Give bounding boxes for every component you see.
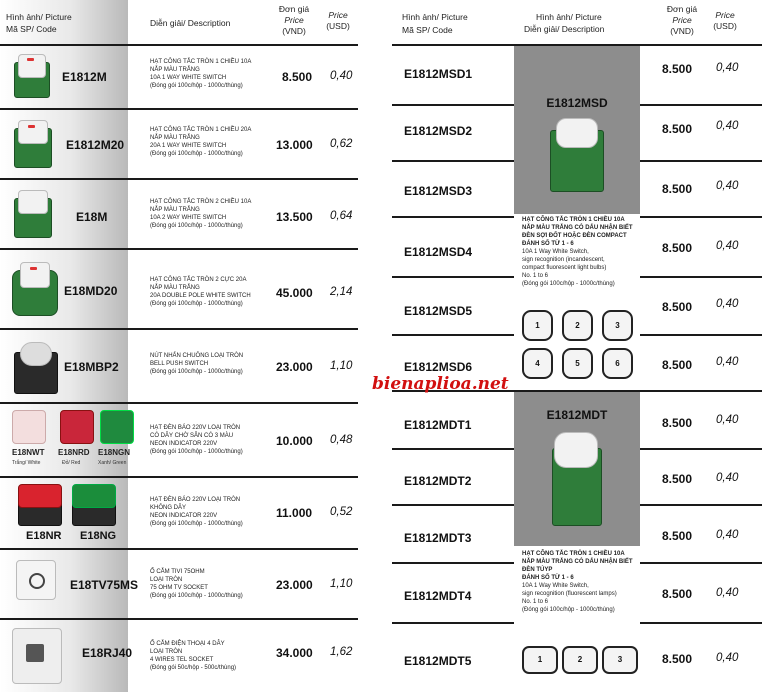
product-code: E1812MDT2 bbox=[404, 474, 472, 488]
neon-green-code: E18NGN bbox=[98, 448, 131, 457]
neon-green-round-code: E18NG bbox=[80, 530, 117, 542]
price-vnd: 13.000 bbox=[276, 138, 313, 152]
product-code: E18MBP2 bbox=[64, 360, 119, 374]
neon-red-code: E18NRD bbox=[58, 448, 90, 457]
price-vnd: 34.000 bbox=[276, 646, 313, 660]
divider bbox=[640, 216, 762, 218]
product-code: E1812M20 bbox=[66, 138, 125, 152]
price-usd: 0,40 bbox=[716, 587, 739, 599]
dial-1: 1 bbox=[522, 310, 553, 341]
price-vnd: 23.000 bbox=[276, 360, 313, 374]
price-vnd: 45.000 bbox=[276, 286, 313, 300]
product-description: NÚT NHẤN CHUÔNG LOẠI TRÒN BELL PUSH SWITCH (Đóng gói 100c/hộp - 1000c/thùng) bbox=[150, 353, 244, 375]
product-code: E1812MSD1 bbox=[404, 67, 473, 81]
neon-green-color: Xanh/ Green bbox=[98, 460, 127, 466]
price-vnd: 11.000 bbox=[276, 506, 313, 520]
msd-description: HẠT CÔNG TẮC TRÒN 1 CHIỀU 10A NẮP MÀU TRẮNG CÓ DẤU NHẬN BIẾT ĐÈN SỢI ĐỐT HOẶC ĐÈN COMPACT ĐÁNH SỐ TỪ 1 - 6 10A 1 Way White Switch, sign recognition (incandescent, compact fluorescent light bulbs) No. 1 to 6 (Đóng gói 100c/hộp - 1000c/thùng) bbox=[522, 217, 633, 287]
product-code: E1812MSD2 bbox=[404, 124, 473, 138]
price-vnd: 8.500 bbox=[662, 122, 693, 136]
table-row bbox=[0, 620, 358, 692]
header-description: Diễn giải/ Description bbox=[524, 24, 605, 34]
price-usd: 0,40 bbox=[716, 298, 739, 310]
neon-white-code: E18NWT bbox=[12, 448, 45, 457]
product-description: HẠT CÔNG TẮC TRÒN 1 CHIỀU 10A NẮP MÀU TRẮNG 10A 1 WAY WHITE SWITCH (Đóng gói 100c/hộp - 1000c/thùng) bbox=[150, 59, 252, 89]
dial-tube-3: 3 bbox=[602, 646, 638, 674]
divider bbox=[392, 160, 514, 162]
dial-6: 6 bbox=[602, 348, 633, 379]
divider bbox=[640, 562, 762, 564]
dial-tube-2: 2 bbox=[562, 646, 598, 674]
price-vnd: 8.500 bbox=[662, 358, 693, 372]
price-usd: 0,40 bbox=[716, 652, 739, 664]
price-vnd: 8.500 bbox=[662, 652, 693, 666]
table-row bbox=[0, 478, 358, 550]
product-code: E1812MDT5 bbox=[404, 654, 472, 668]
msd-block-label: E1812MSD bbox=[546, 96, 608, 110]
price-vnd: 8.500 bbox=[662, 182, 693, 196]
neon-green-round-image bbox=[70, 482, 118, 526]
divider bbox=[640, 448, 762, 450]
product-code: E1812MSD5 bbox=[404, 304, 473, 318]
neon-white-color: Trắng/ White bbox=[12, 460, 41, 466]
divider bbox=[640, 334, 762, 336]
neon-white-image bbox=[12, 410, 46, 444]
product-description: HẠT CÔNG TẮC TRÒN 1 CHIỀU 20A NẮP MÀU TRẮNG 20A 1 WAY WHITE SWITCH (Đóng gói 100c/hộp - 1000c/thùng) bbox=[150, 127, 252, 157]
header-picture-2: Hình ảnh/ Picture bbox=[536, 12, 602, 22]
tv-socket-image bbox=[16, 560, 56, 600]
header-description: Diễn giải/ Description bbox=[150, 18, 231, 28]
product-code: E18M bbox=[76, 210, 108, 224]
divider bbox=[392, 216, 514, 218]
product-description: HẠT ĐÈN BÁO 220V LOẠI TRÒN KHÔNG DÂY NEON INDICATOR 220V (Đóng gói 100c/hộp - 1000c/thùng) bbox=[150, 497, 243, 527]
price-vnd: 8.500 bbox=[662, 62, 693, 76]
product-code: E1812MDT4 bbox=[404, 589, 472, 603]
product-description: Ổ CẮM ĐIỆN THOẠI 4 DÂY LOẠI TRÒN 4 WIRES TEL SOCKET (Đóng gói 50c/hộp - 500c/thùng) bbox=[150, 641, 237, 671]
msd-switch-image bbox=[548, 114, 606, 194]
header-price-vnd: Đơn giá Price (VND) bbox=[666, 4, 698, 36]
product-code: E18TV75MS bbox=[70, 578, 139, 592]
product-code: E18MD20 bbox=[64, 284, 118, 298]
table-row bbox=[0, 330, 358, 404]
table-row bbox=[0, 180, 358, 250]
price-usd: 0,40 bbox=[716, 240, 739, 252]
price-vnd: 13.500 bbox=[276, 210, 313, 224]
left-price-table bbox=[0, 0, 358, 692]
price-vnd: 8.500 bbox=[662, 416, 693, 430]
price-usd: 1,10 bbox=[330, 578, 353, 590]
price-usd: 1,10 bbox=[330, 360, 353, 372]
product-code: E1812MSD6 bbox=[404, 360, 473, 374]
divider bbox=[640, 504, 762, 506]
switch-image bbox=[12, 52, 50, 98]
divider bbox=[640, 104, 762, 106]
dial-tube-1: 1 bbox=[522, 646, 558, 674]
switch-image bbox=[10, 258, 60, 318]
dial-4: 4 bbox=[522, 348, 553, 379]
header-price-vnd: Đơn giá Price (VND) bbox=[278, 4, 310, 36]
product-code: E18RJ40 bbox=[82, 646, 133, 660]
neon-red-round-code: E18NR bbox=[26, 530, 62, 542]
price-usd: 2,14 bbox=[330, 286, 353, 298]
header-code: Mã SP/ Code bbox=[402, 25, 453, 35]
price-usd: 0,40 bbox=[716, 414, 739, 426]
price-usd: 0,40 bbox=[716, 62, 739, 74]
tel-socket-image bbox=[12, 628, 62, 684]
table-row bbox=[0, 404, 358, 478]
switch-image bbox=[12, 188, 52, 238]
header-picture: Hình ảnh/ Picture bbox=[6, 12, 72, 22]
switch-image bbox=[12, 118, 52, 168]
header-code: Mã SP/ Code bbox=[6, 24, 57, 34]
price-usd: 0,40 bbox=[716, 472, 739, 484]
mdt-description: HẠT CÔNG TẮC TRÒN 1 CHIỀU 10A NẮP MÀU TRẮNG CÓ DẤU NHẬN BIẾT ĐÈN TÚYP ĐÁNH SỐ TỪ 1 - 6 10A 1 Way White Switch, sign recognition (fluorescent lamps) No. 1 to 6 (Đóng gói 100c/hộp - 1000c/thùng) bbox=[522, 551, 633, 613]
header-picture: Hình ảnh/ Picture bbox=[402, 12, 468, 22]
divider bbox=[392, 448, 514, 450]
divider bbox=[392, 504, 514, 506]
price-vnd: 8.500 bbox=[662, 587, 693, 601]
divider bbox=[640, 276, 762, 278]
price-vnd: 10.000 bbox=[276, 434, 313, 448]
divider bbox=[392, 276, 514, 278]
product-code: E1812MSD4 bbox=[404, 245, 473, 259]
price-usd: 0,40 bbox=[716, 529, 739, 541]
price-usd: 0,40 bbox=[716, 180, 739, 192]
divider bbox=[640, 160, 762, 162]
product-description: HẠT ĐÈN BÁO 220V LOẠI TRÒN CÓ DÂY CHỜ SẴN CÓ 3 MÀU NEON INDICATOR 220V (Đóng gói 100c/hộp - 1000c/thùng) bbox=[150, 425, 243, 455]
product-description: HẠT CÔNG TẮC TRÒN 2 CỰC 20A NẮP MÀU TRẮNG 20A DOUBLE POLE WHITE SWITCH (Đóng gói 100c/hộp - 1000c/thùng) bbox=[150, 277, 251, 307]
divider bbox=[392, 104, 514, 106]
price-usd: 0,62 bbox=[330, 138, 353, 150]
dial-5: 5 bbox=[562, 348, 593, 379]
divider bbox=[392, 622, 514, 624]
price-usd: 0,48 bbox=[330, 434, 353, 446]
price-vnd: 8.500 bbox=[662, 300, 693, 314]
price-vnd: 8.500 bbox=[662, 241, 693, 255]
mdt-block-label: E1812MDT bbox=[546, 408, 608, 422]
bell-push-image bbox=[12, 338, 58, 394]
dial-2: 2 bbox=[562, 310, 593, 341]
product-description: Ổ CẮM TIVI 75OHM LOẠI TRÒN 75 OHM TV SOCKET (Đóng gói 100c/hộp - 1000c/thùng) bbox=[150, 569, 243, 599]
divider bbox=[640, 622, 762, 624]
neon-red-color: Đỏ/ Red bbox=[62, 460, 81, 466]
price-usd: 1,62 bbox=[330, 646, 353, 658]
price-usd: 0,40 bbox=[330, 70, 353, 82]
neon-red-image bbox=[60, 410, 94, 444]
price-usd: 0,64 bbox=[330, 210, 353, 222]
price-vnd: 8.500 bbox=[282, 70, 313, 84]
watermark: bienaplioa.net bbox=[372, 374, 509, 394]
neon-green-image bbox=[100, 410, 134, 444]
table-row bbox=[0, 250, 358, 330]
product-description: HẠT CÔNG TẮC TRÒN 2 CHIỀU 10A NẮP MÀU TRẮNG 10A 2 WAY WHITE SWITCH (Đóng gói 100c/hộp - 1000c/thùng) bbox=[150, 199, 252, 229]
header-price-usd: Price (USD) bbox=[713, 10, 737, 31]
table-row bbox=[0, 550, 358, 620]
product-code: E1812MDT3 bbox=[404, 531, 472, 545]
divider bbox=[392, 334, 514, 336]
right-price-table bbox=[392, 0, 762, 692]
divider bbox=[392, 562, 514, 564]
table-row bbox=[0, 46, 358, 110]
header-price-usd: Price (USD) bbox=[326, 10, 350, 31]
price-usd: 0,52 bbox=[330, 506, 353, 518]
price-vnd: 8.500 bbox=[662, 472, 693, 486]
price-vnd: 8.500 bbox=[662, 529, 693, 543]
product-code: E1812M bbox=[62, 70, 107, 84]
table-row bbox=[0, 110, 358, 180]
mdt-switch-image bbox=[548, 428, 606, 528]
price-usd: 0,40 bbox=[716, 356, 739, 368]
price-vnd: 23.000 bbox=[276, 578, 313, 592]
dial-3: 3 bbox=[602, 310, 633, 341]
neon-red-round-image bbox=[16, 482, 64, 526]
product-code: E1812MDT1 bbox=[404, 418, 472, 432]
product-code: E1812MSD3 bbox=[404, 184, 473, 198]
price-usd: 0,40 bbox=[716, 120, 739, 132]
